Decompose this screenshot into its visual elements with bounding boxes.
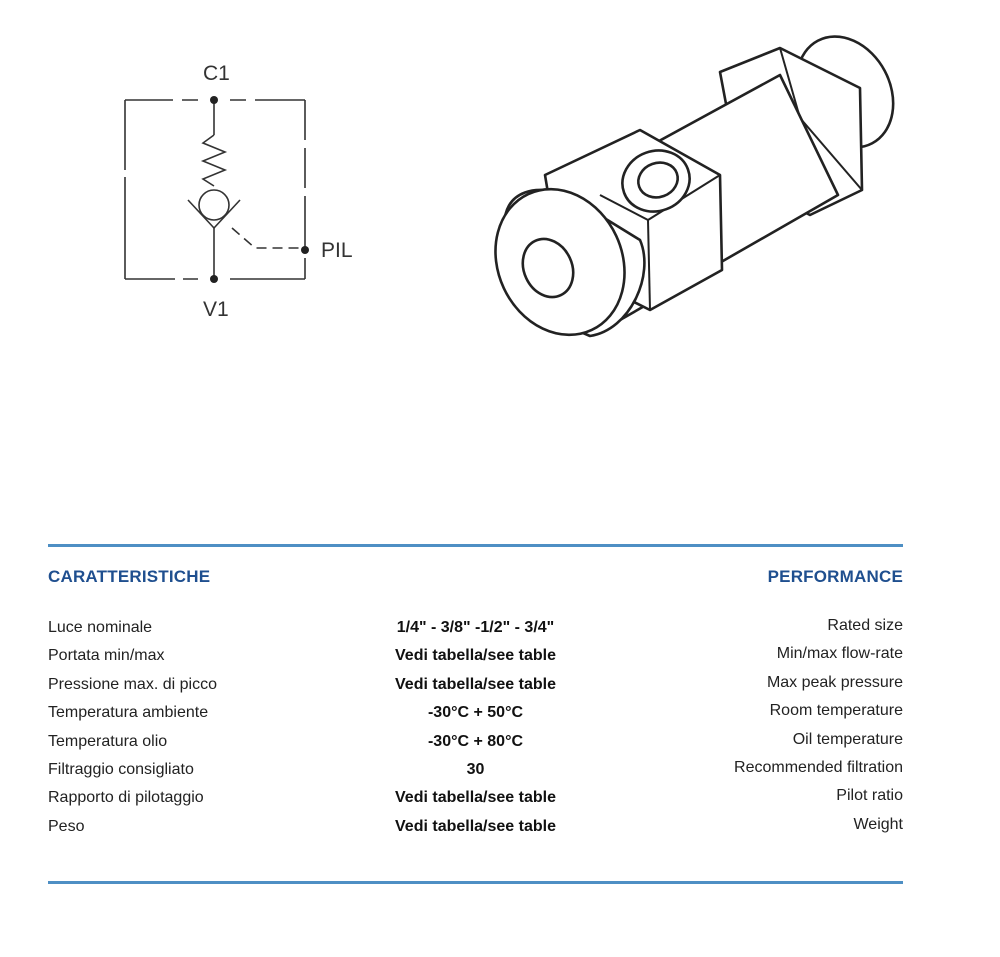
row-label-it: Luce nominale [48,619,153,636]
row-label-en: Min/max flow-rate [776,645,903,663]
table-row [48,699,903,727]
row-label-it: Temperatura ambiente [48,704,209,722]
port-v1-label: V1 [203,298,229,321]
row-value: Vedi tabella/see table [395,647,556,665]
row-label-it: Peso [48,817,85,835]
row-label-en: Room temperature [769,702,903,720]
table-row [48,756,903,784]
table-row [48,614,903,642]
row-label-en: Oil temperature [792,730,903,748]
row-label-en: Weight [853,815,903,833]
table-row [48,671,903,699]
port-c1-label: C1 [203,62,230,85]
heading-performance: PERFORMANCE [767,567,903,586]
row-label-it: Pressione max. di picco [48,675,217,693]
row-value: Vedi tabella/see table [395,817,556,835]
table-row [48,642,903,670]
row-label-it: Portata min/max [48,647,165,665]
table-row [48,813,903,841]
row-value: -30°C + 50°C [427,704,524,722]
heading-caratteristiche: CARATTERISTICHE [48,567,211,586]
row-label-en: Pilot ratio [836,787,903,805]
row-value: Vedi tabella/see table [395,789,556,807]
hydraulic-schematic [110,55,380,325]
row-label-en: Rated size [827,617,903,634]
row-label-it: Rapporto di pilotaggio [48,789,204,807]
row-label-en: Max peak pressure [766,673,903,691]
table-row [48,784,903,812]
valve-body-illustration [490,25,910,345]
row-label-it: Temperatura olio [48,732,168,750]
specs-table [48,614,903,841]
row-label-en: Recommended filtration [734,758,903,776]
row-value: Vedi tabella/see table [395,675,556,693]
row-value: 30 [466,760,485,778]
table-row [48,728,903,756]
row-value: 1/4" - 3/8" -1/2" - 3/4" [396,619,555,636]
bottom-divider [48,881,903,884]
row-value: -30°C + 80°C [427,732,524,750]
port-pil-label: PIL [321,239,353,262]
top-divider [48,544,903,547]
row-label-it: Filtraggio consigliato [48,760,194,778]
